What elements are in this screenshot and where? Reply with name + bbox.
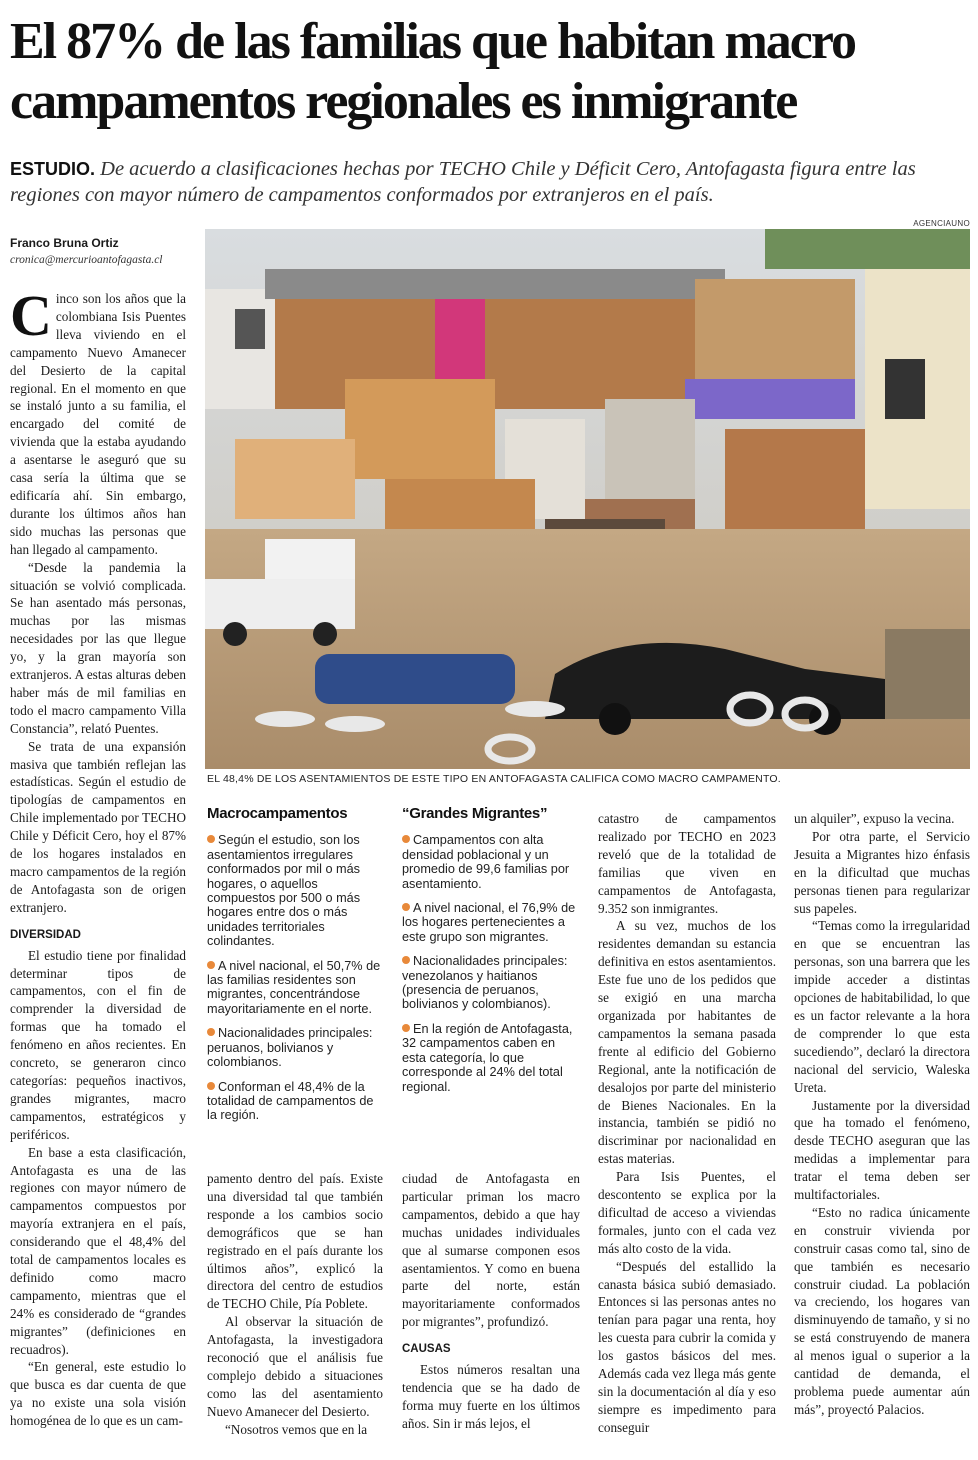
paragraph: Justamente por la diversidad que ha tomado el fenómeno, desde TECHO aseguran que las medidas a implementar para tratar el tema deben ser multifactoriales. xyxy=(794,1097,970,1203)
bullet-icon xyxy=(402,835,410,843)
bullet-icon xyxy=(402,903,410,911)
box-item: Según el estudio, son los asentamientos irregulares conformados por mil o más hogares, o aquellos compuestos por 500 o más hogares entre dos o más unidades territoriales colindantes. xyxy=(207,833,361,949)
sidebar-box-macrocampamentos xyxy=(207,807,385,1133)
subheading-diversidad: DIVERSIDAD xyxy=(10,928,81,941)
paragraph: ciudad de Antofagasta en particular priman los macro campamentos, debido a que hay muchas unidades individuales que al sumarse componen esos asentamientos. Y como en buena parte del norte, están mayoritariamente conformados por migrantes”, profundizó. xyxy=(402,1171,580,1330)
box-title: Macrocampamentos xyxy=(207,805,348,822)
deck xyxy=(10,156,970,208)
paragraph: catastro de campamentos realizado por TECHO en 2023 reveló que de la totalidad de familias que viven en campamentos de Antofagasta, 9.352 son inmigrantes. xyxy=(598,811,776,916)
paragraph: un alquiler”, expuso la vecina. xyxy=(794,811,955,826)
box-item: Campamentos con alta densidad poblacional y un promedio de 99,6 familias por asentamiento. xyxy=(402,833,570,891)
box-item: Conforman el 48,4% de la totalidad de campamentos de la región. xyxy=(207,1079,374,1123)
paragraph: “En general, este estudio lo que busca es dar cuenta de que ya no existe una sola visión homogénea de lo que es un cam- xyxy=(10,1359,186,1429)
byline-email: cronica@mercurioantofagasta.cl xyxy=(10,254,163,266)
photo-credit: AGENCIAUNO xyxy=(913,219,970,228)
article-column-3 xyxy=(402,1170,580,1433)
paragraph: pamento dentro del país. Existe una diversidad tal que también responde a los cambios socio demográficos que se han registrado en el país durante los últimos años”, explicó la directora del centro de estudios de TECHO Chile, Pía Poblete. xyxy=(207,1171,383,1312)
bullet-icon xyxy=(207,1028,215,1036)
dropcap: C xyxy=(10,283,52,348)
box-item: Nacionalidades principales: venezolanos y haitianos (presencia de peruanos, bolivianos y colombianos). xyxy=(402,954,568,1012)
article-column-1 xyxy=(10,283,186,1430)
box-title: “Grandes Migrantes” xyxy=(402,805,548,822)
paragraph: inco son los años que la colombiana Isis Puentes lleva viviendo en el campamento Nuevo Amanecer del Desierto de la capital regional. En el momento en que se instaló junto a su familia, el encargado del comité de vivienda que la estaba ayudando a asentarse le aseguró que su casa sería la última que se edificaría ahí. Sin embargo, durante los últimos años han sido muchas las personas que han llegado al campamento. xyxy=(10,291,186,557)
paragraph: “Nosotros vemos que en la xyxy=(225,1421,368,1437)
paragraph: El estudio tiene por finalidad determinar tipos de campamentos, con el fin de comprender la diversidad de formas que ha tomado el fenómeno en años recientes. En concreto, se generaron cinco categorías: pequeños inactivos, grandes migrantes, macro campamentos, estratégicos y periféricos. xyxy=(10,947,186,1142)
box-item: A nivel nacional, el 76,9% de los hogares pertenecientes a este grupo son migrantes. xyxy=(402,901,576,944)
sidebar-box-grandes-migrantes xyxy=(402,807,580,1104)
news-photo xyxy=(205,229,970,769)
bullet-icon xyxy=(402,1024,410,1032)
paragraph: “Esto no radica únicamente en construir vivienda por construir casas como tal, sino de que también es necesario construir ciudad. La población va creciendo, los hogares van disminuyendo de tamaño, y si no se está construyendo de manera al menos igual o superior a la cantidad de demanda, el problema puede aumentar aún más”, proyectó Palacios. xyxy=(794,1204,970,1417)
article-column-5 xyxy=(794,810,970,1419)
paragraph: Estos números resaltan una tendencia que se ha dado de forma muy fuerte en los últimos años. Sin ir más lejos, el xyxy=(402,1362,580,1431)
bullet-icon xyxy=(402,956,410,964)
byline-author: Franco Bruna Ortiz xyxy=(10,236,119,250)
deck-kicker: ESTUDIO. xyxy=(10,159,96,179)
paragraph: “Temas como la irregularidad en que se encuentran las personas, son una barrera que les impide acceder a distintas opciones de habitabilidad, lo que es un factor relevante a la hora de comprender lo que esta sucediendo”, declaró la directora nacional del servicio, Waleska Ureta. xyxy=(794,918,970,1095)
bullet-icon xyxy=(207,1082,215,1090)
box-item: En la región de Antofagasta, 32 campamentos caben en esta categoría, lo que corresponde al 24% del total regional. xyxy=(402,1021,573,1094)
deck-text: De acuerdo a clasificaciones hechas por TECHO Chile y Déficit Cero, Antofagasta figura entre las regiones con mayor número de campamentos conformados por extranjeros en el país. xyxy=(10,158,916,206)
paragraph: En base a esta clasificación, Antofagasta es una de las regiones con mayor número de campamentos compuestos por mayoría extranjera en el país, considerando que el 48,4% del total de campamentos locales es definido como macro campamento, mientras que el 24% es considerado de “grandes migrantes” (definiciones en recuadros). xyxy=(10,1144,186,1357)
paragraph: Para Isis Puentes, el descontento se explica por la dificultad de acceso a viviendas formales, junto con el cada vez más alto costo de la vida. xyxy=(598,1169,776,1256)
photo-caption: EL 48,4% DE LOS ASENTAMIENTOS DE ESTE TIPO EN ANTOFAGASTA CALIFICA COMO MACRO CAMPAMENTO. xyxy=(207,773,781,785)
paragraph: Se trata de una expansión masiva que también reflejan las estadísticas. Según el estudio de tipologías de campamentos en Chile implementado por TECHO Chile y Déficit Cero, hoy el 87% de los hogares instalados en macro campamentos de la región de Antofagasta son de origen extranjero. xyxy=(10,738,186,915)
paragraph: “Desde la pandemia la situación se volvió complicada. Se han asentado más personas, muchas por las mismas necesidades por las que llegue yo, y la gran mayoría son extranjeros. A estas alturas deben haber más de mil familias en todo el macro campamento Villa Constancia”, relató Puentes. xyxy=(10,559,186,736)
paragraph: Por otra parte, el Servicio Jesuita a Migrantes hizo énfasis en la dificultad que muchas personas tienen para regularizar sus papeles. xyxy=(794,828,970,916)
article-column-2 xyxy=(207,1170,383,1439)
paragraph: A su vez, muchos de los residentes demandan su estancia definitiva en estos asentamientos. Este fue uno de los pedidos que se exigió en una marcha organizada por habitantes de campamentos la semana pasada frente al edificio del Gobierno Regional, ante la notificación de desalojos por parte del ministerio de Bienes Nacionales. En la instancia, también se pidió no discriminar por nacionalidad en estas materias. xyxy=(598,918,776,1167)
campamento-illustration xyxy=(205,229,970,769)
paragraph: “Después del estallido la canasta básica subió demasiado. Entonces si las personas antes no tenían para pagar una renta, hoy les cuesta para cubrir la comida y los gastos básicos del mes. Además cada vez llega más gente sin la documentación al día y eso siempre es impedimento para conseguir xyxy=(598,1258,776,1435)
bullet-icon xyxy=(207,835,215,843)
article-column-4 xyxy=(598,810,776,1437)
bullet-icon xyxy=(207,961,215,969)
subheading-causas: CAUSAS xyxy=(402,1343,451,1356)
paragraph: Al observar la situación de Antofagasta, la investigadora reconoció que el análisis fue complejo debido a situaciones como las del asentamiento Nuevo Amanecer del Desierto. xyxy=(207,1314,383,1419)
box-item: Nacionalidades principales: peruanos, bolivianos y colombianos. xyxy=(207,1026,373,1070)
box-item: A nivel nacional, el 50,7% de las familias residentes son migrantes, concentrándose mayoritariamente en el norte. xyxy=(207,958,381,1016)
headline: El 87% de las familias que habitan macro campamentos regionales es inmigrante xyxy=(10,13,856,130)
